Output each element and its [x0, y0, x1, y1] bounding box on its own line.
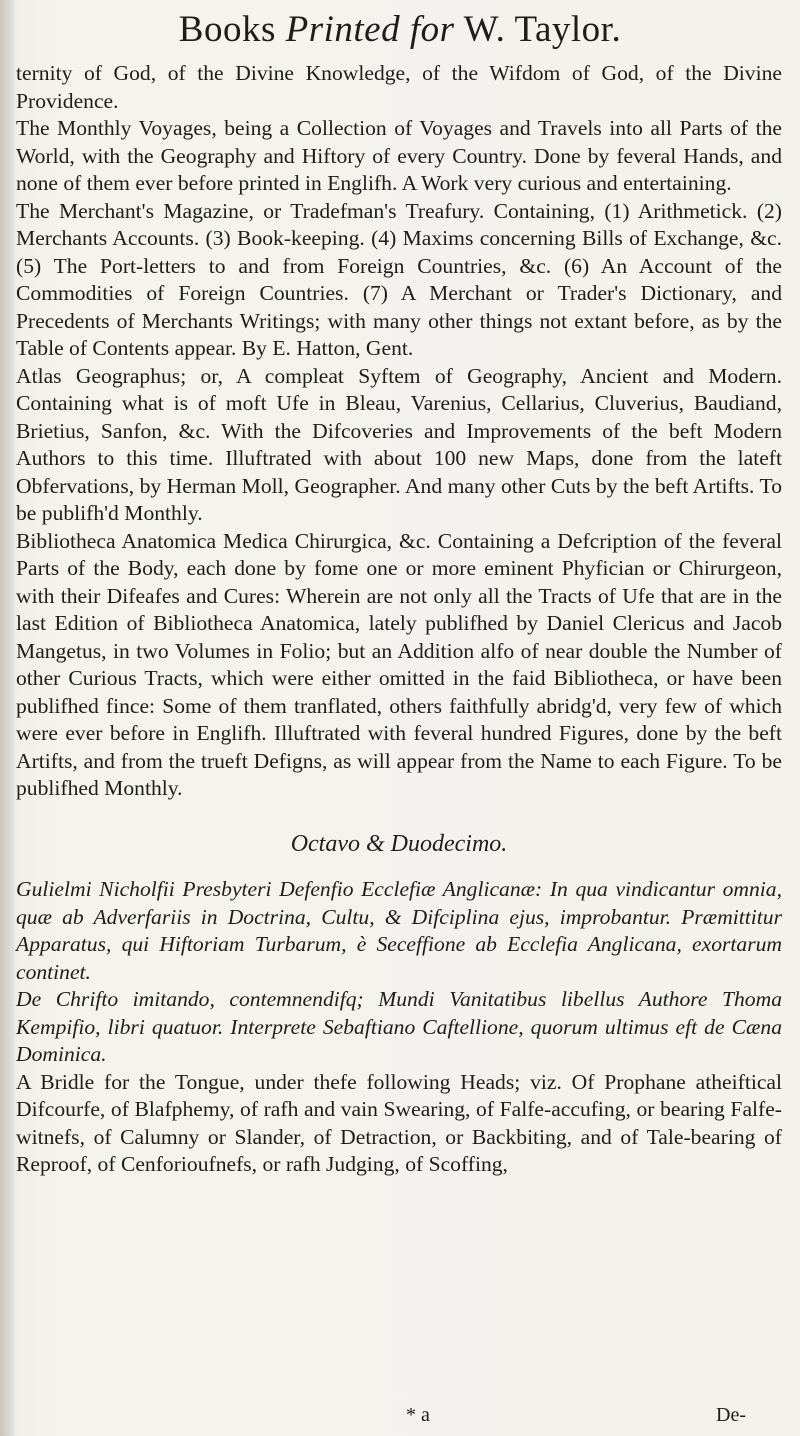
entry-atlas-geographus: Atlas Geographus; or, A compleat Syftem of Geography, Ancient and Modern. Containing what is of moft Ufe in Bleau, Varenius, Cellarius, Cluverius, Baudiand, Brietius, Sanfon, &c. With the Difcoveries and Improvements of the beft Modern Authors to this time. Illuftrated with about 100 new Maps, done from the lateft Obfervations, by Herman Moll, Geographer. And many other Cuts by the beft Artifts. To be publifh'd Monthly. — [16, 363, 782, 525]
entry-divine-providence: ternity of God, of the Divine Knowledge, of the Wifdom of God, of the Divine Providence. — [16, 61, 782, 113]
header-suffix: W. Taylor. — [454, 9, 622, 50]
header-prefix: Books — [178, 9, 286, 50]
entry-merchants-magazine: The Merchant's Magazine, or Tradefman's Treafury. Containing, (1) Arithmetick. (2) Merchants Accounts. (3) Book-keeping. (4) Maxims concerning Bills of Exchange, &c. (5) The Port-letters to and from Foreign Countries, &c. (6) An Account of the Commodities of Foreign Countries. (7) A Merchant or Trader's Dictionary, and Precedents of Merchants Writings; with many other things not extant before, as by the Table of Contents appear. By E. Hatton, Gent. — [16, 198, 782, 360]
page-gutter — [0, 0, 14, 1436]
catchword: De- — [716, 1404, 746, 1426]
entry-monthly-voyages: The Monthly Voyages, being a Collection of Voyages and Travels into all Parts of the World, with the Geography and Hiftory of every Country. Done by feveral Hands, and none of them ever before printed in Englifh. A Work very curious and entertaining. — [16, 116, 782, 195]
page-body — [16, 60, 782, 1179]
header-italic: Printed for — [285, 9, 455, 50]
entry-de-christo-imitando: De Chrifto imitando, contemnendifq; Mundi Vanitatibus libellus Authore Thoma Kempifio, libri quatuor. Interprete Sebaftiano Caftellione, quorum ultimus eft de Cæna Dominica. — [16, 987, 782, 1066]
signature-mark: * a — [406, 1404, 430, 1426]
entry-bridle-for-tongue: A Bridle for the Tongue, under thefe following Heads; viz. Of Prophane atheiftical Difcourfe, of Blafphemy, of rafh and vain Swearing, of Falfe-accufing, or bearing Falfe-witnefs, of Calumny or Slander, of Detraction, or Backbiting, and of Tale-bearing of Reproof, of Cenforioufnefs, or rafh Judging, of Scoffing, — [16, 1069, 782, 1176]
page-header — [0, 8, 800, 51]
entry-nicholsii-defensio: Gulielmi Nicholfii Presbyteri Defenfio Ecclefiæ Anglicanæ: In qua vindicantur omnia, quæ ab Adverfariis in Doctrina, Cultu, & Difciplina ejus, improbantur. Præmittitur Apparatus, qui Hiftoriam Turbarum, è Seceffione ab Ecclefia Anglicana, exortarum continet. — [16, 877, 782, 984]
entry-bibliotheca-anatomica: Bibliotheca Anatomica Medica Chirurgica, &c. Containing a Defcription of the feveral Parts of the Body, each done by fome one or more eminent Phyfician or Chirurgeon, with their Difeafes and Cures: Wherein are not only all the Tracts of Ufe that are in the last Edition of Bibliotheca Anatomica, lately publifhed by Daniel Clericus and Jacob Mangetus, in two Volumes in Folio; but an Addition alfo of near double the Number of other Curious Tracts, which were either omitted in the faid Bibliotheca, or have been publifhed fince: Some of them tranflated, others faithfully abridg'd, very few of which were ever before in Englifh. Illuftrated with feveral hundred Figures, done by the beft Artifts, and from the trueft Defigns, as will appear from the Name to each Figure. To be publifhed Monthly. — [16, 528, 782, 800]
section-heading: Octavo & Duodecimo. — [290, 830, 508, 857]
